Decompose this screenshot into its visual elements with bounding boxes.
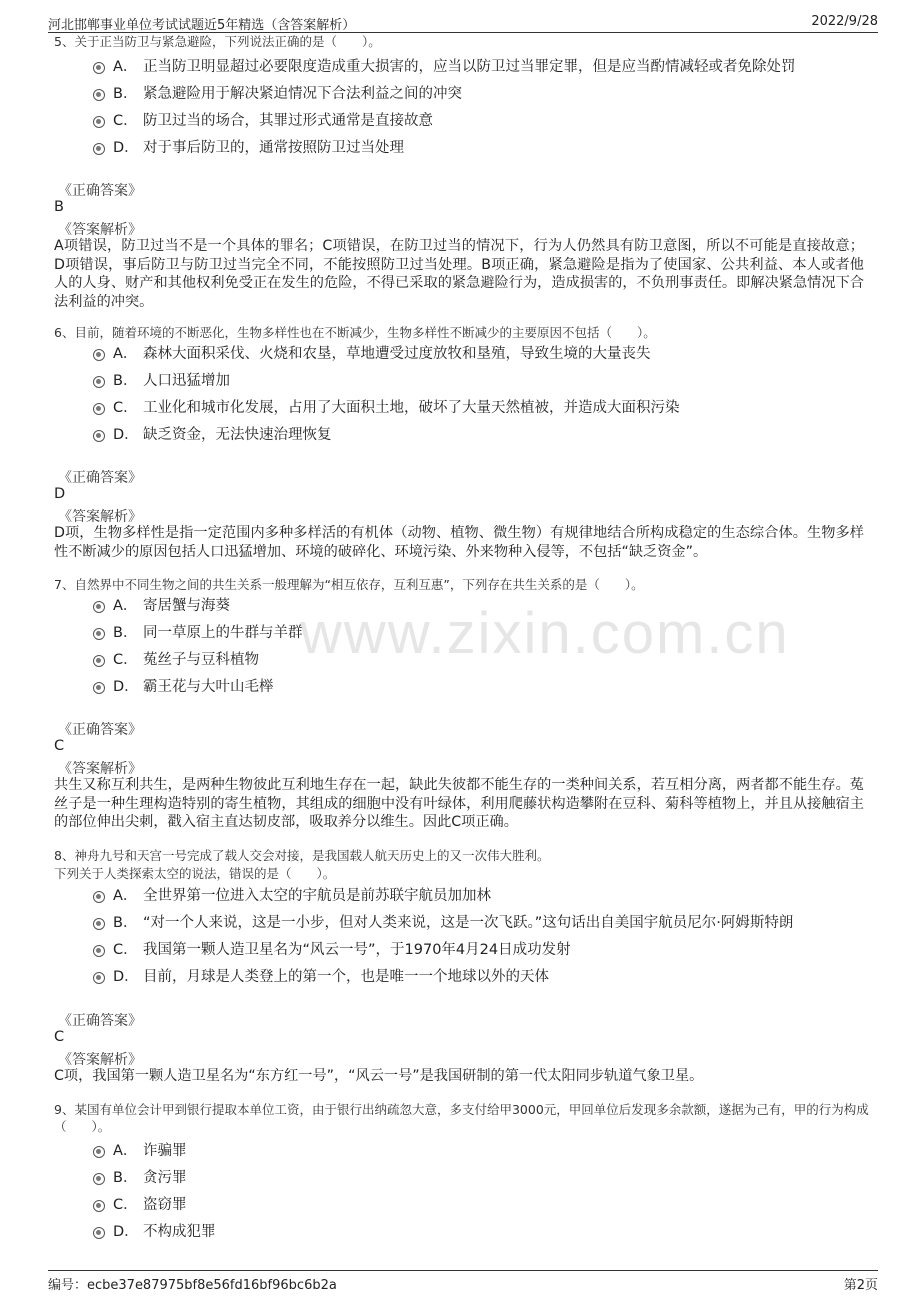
q9-option-d[interactable]: D． 不构成犯罪 [93, 1222, 216, 1242]
question-5-stem: 5、关于正当防卫与紧急避险，下列说法正确的是（ ）。 [54, 34, 381, 49]
q6-explanation: D项，生物多样性是指一定范围内多种多样活的有机体（动物、植物、微生物）有规律地结合所构成稳定的生态综合体。生物多样性不断减少的原因包括人口迅猛增加、环境的破碎化、环境污染、外来物种入侵等，不包括“缺乏资金”。 [54, 525, 864, 560]
document-code: 编号：ecbe37e87975bf8e56fd16bf96bc6b2a [48, 1278, 337, 1293]
q6-answer-label: 《正确答案》 [58, 470, 142, 486]
q9-option-c[interactable]: C． 盗窃罪 [93, 1195, 187, 1215]
radio-icon[interactable] [93, 1227, 105, 1239]
q6-answer: D [54, 486, 66, 502]
q5-option-d[interactable]: D． 对于事后防卫的，通常按照防卫过当处理 [93, 138, 404, 158]
q8-answer: C [54, 1029, 65, 1045]
q7-explanation: 共生又称互利共生，是两种生物彼此互利地生存在一起，缺此失彼都不能生存的一类种间关系，若互相分离，两者都不能生存。菟丝子是一种生理构造特别的寄生植物，其组成的细胞中没有叶绿体，利用爬藤状构造攀附在豆科、菊科等植物上，并且从接触宿主的部位伸出尖刺，戳入宿主直达韧皮部，吸取养分以维生。因此C项正确。 [54, 777, 864, 830]
question-7-stem: 7、自然界中不同生物之间的共生关系一般理解为“相互依存，互利互惠”，下列存在共生关系的是（ ）。 [54, 577, 644, 592]
radio-icon[interactable] [93, 62, 105, 74]
q7-option-c[interactable]: C． 菟丝子与豆科植物 [93, 650, 259, 670]
q8-explanation: C项，我国第一颗人造卫星名为“东方红一号”，“风云一号”是我国研制的第一代太阳同步轨道气象卫星。 [54, 1068, 704, 1084]
watermark: www.zixin.com.cn [300, 601, 790, 666]
page-number: 第2页 [843, 1278, 878, 1293]
q7-option-b[interactable]: B． 同一草原上的牛群与羊群 [93, 623, 303, 643]
radio-icon[interactable] [93, 1146, 105, 1158]
radio-icon[interactable] [93, 682, 105, 694]
q7-answer-label: 《正确答案》 [58, 722, 142, 738]
radio-icon[interactable] [93, 918, 105, 930]
radio-icon[interactable] [93, 430, 105, 442]
q8-option-b[interactable]: B． “对一个人来说，这是一小步，但对人类来说，这是一次飞跃。”这句话出自美国宇航员尼尔·阿姆斯特朗 [93, 913, 793, 933]
question-9-stem: 9、某国有单位会计甲到银行提取本单位工资，由于银行出纳疏忽大意，多支付给甲3000元，甲回单位后发现多余款额，遂据为己有，甲的行为构成（ ）。 [54, 1102, 869, 1134]
q6-option-b[interactable]: B． 人口迅猛增加 [93, 371, 230, 391]
q9-option-b[interactable]: B． 贪污罪 [93, 1168, 187, 1188]
document-date: 2022/9/28 [811, 14, 878, 29]
q5-explanation: A项错误，防卫过当不是一个具体的罪名；C项错误，在防卫过当的情况下，行为人仍然具有防卫意图，所以不可能是直接故意；D项错误，事后防卫与防卫过当完全不同，不能按照防卫过当处理。B项正确，紧急避险是指为了使国家、公共利益、本人或者他人的人身、财产和其他权利免受正在发生的危险，不得已采取的紧急避险行为，造成损害的，不负刑事责任。即解决紧急情况下合法利益的冲突。 [54, 238, 864, 310]
q5-option-c[interactable]: C． 防卫过当的场合，其罪过形式通常是直接故意 [93, 111, 433, 131]
q5-answer-label: 《正确答案》 [58, 183, 142, 199]
radio-icon[interactable] [93, 1173, 105, 1185]
radio-icon[interactable] [93, 143, 105, 155]
q8-answer-label: 《正确答案》 [58, 1013, 142, 1029]
q8-explain-label: 《答案解析》 [58, 1052, 142, 1068]
radio-icon[interactable] [93, 601, 105, 613]
radio-icon[interactable] [93, 655, 105, 667]
radio-icon[interactable] [93, 116, 105, 128]
radio-icon[interactable] [93, 349, 105, 361]
page-footer [48, 1270, 878, 1293]
radio-icon[interactable] [93, 89, 105, 101]
radio-icon[interactable] [93, 972, 105, 984]
radio-icon[interactable] [93, 891, 105, 903]
q6-explain-label: 《答案解析》 [58, 509, 142, 525]
q7-explain-label: 《答案解析》 [58, 761, 142, 777]
radio-icon[interactable] [93, 1200, 105, 1212]
radio-icon[interactable] [93, 628, 105, 640]
radio-icon[interactable] [93, 376, 105, 388]
q5-option-b[interactable]: B． 紧急避险用于解决紧迫情况下合法利益之间的冲突 [93, 84, 462, 104]
radio-icon[interactable] [93, 945, 105, 957]
q8-option-a[interactable]: A． 全世界第一位进入太空的宇航员是前苏联宇航员加加林 [93, 886, 491, 906]
q7-option-d[interactable]: D． 霸王花与大叶山毛榉 [93, 677, 274, 697]
q6-option-d[interactable]: D． 缺乏资金，无法快速治理恢复 [93, 425, 332, 445]
question-8-stem-line1: 8、神舟九号和天宫一号完成了载人交会对接，是我国载人航天历史上的又一次伟大胜利。 [54, 848, 550, 863]
q8-option-d[interactable]: D． 目前，月球是人类登上的第一个，也是唯一一个地球以外的天体 [93, 967, 549, 987]
q6-option-a[interactable]: A． 森林大面积采伐、火烧和农垦，草地遭受过度放牧和垦殖，导致生境的大量丧失 [93, 344, 651, 364]
q9-option-a[interactable]: A． 诈骗罪 [93, 1141, 187, 1161]
document-title: 河北邯郸事业单位考试试题近5年精选（含答案解析） [48, 18, 356, 33]
question-6-stem: 6、目前，随着环境的不断恶化，生物多样性也在不断减少，生物多样性不断减少的主要原因不包括（ ）。 [54, 325, 656, 340]
q7-option-a[interactable]: A． 寄居蟹与海葵 [93, 596, 230, 616]
q5-explain-label: 《答案解析》 [58, 222, 142, 238]
q5-option-a[interactable]: A． 正当防卫明显超过必要限度造成重大损害的，应当以防卫过当罪定罪，但是应当酌情减轻或者免除处罚 [93, 57, 796, 77]
radio-icon[interactable] [93, 403, 105, 415]
q8-option-c[interactable]: C． 我国第一颗人造卫星名为“风云一号”，于1970年4月24日成功发射 [93, 940, 571, 960]
q6-option-c[interactable]: C． 工业化和城市化发展，占用了大面积土地，破坏了大量天然植被，并造成大面积污染 [93, 398, 680, 418]
q7-answer: C [54, 738, 65, 754]
q5-answer: B [54, 199, 64, 215]
question-8-stem-line2: 下列关于人类探索太空的说法，错误的是（ ）。 [54, 866, 336, 881]
